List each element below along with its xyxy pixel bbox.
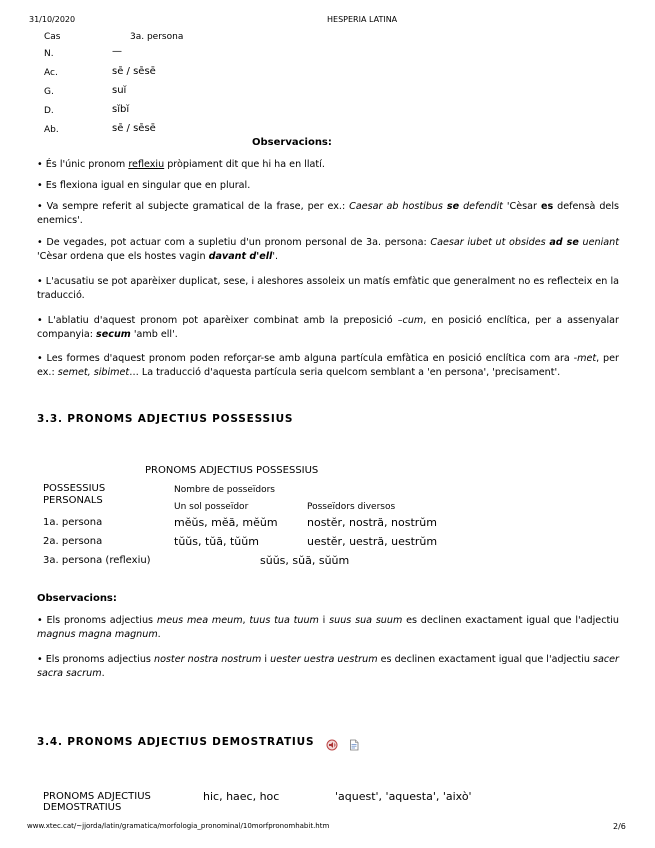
reflexiu-link[interactable]: reflexiu bbox=[128, 159, 165, 170]
latin-example: suus sua suum bbox=[329, 615, 403, 626]
person-label: 2a. persona bbox=[43, 536, 103, 547]
speaker-icon[interactable] bbox=[326, 736, 338, 748]
text: L'acusatiu se pot aparèixer duplicat, sese, i aleshores assoleix un matís emfàtic que generalment no es reflecteix en la traducció. bbox=[37, 276, 619, 301]
row-header: POSSESSIUS bbox=[43, 483, 106, 494]
text: i bbox=[318, 615, 330, 626]
section-title: 3.4. PRONOMS ADJECTIUS DEMOSTRATIUS bbox=[37, 736, 315, 748]
multiple-possessor-forms: nostĕr, nostră, nostrŭm bbox=[307, 516, 437, 529]
observation-item: • L'ablatiu d'aquest pronom pot aparèixer combinat amb la preposició –cum, en posició enclítica, per a assenyalar companyia: secum 'amb ell'. bbox=[37, 315, 619, 340]
latin-example: -met bbox=[573, 353, 597, 364]
text: Els pronoms adjectius bbox=[46, 615, 157, 626]
text: '. bbox=[272, 251, 279, 262]
reflexive-possessive-forms: sŭŭs, sŭă, sŭŭm bbox=[260, 554, 350, 567]
latin-example: ueniant bbox=[578, 237, 619, 248]
text: 'Cèsar ordena que els hostes vagin bbox=[37, 251, 209, 262]
observation-item: • Va sempre referit al subjecte gramatical de la frase, per ex.: Caesar ab hostibus se defendit 'Cèsar es defensà dels enemics'. bbox=[37, 201, 619, 226]
demonstrative-forms: hic, haec, hoc bbox=[203, 790, 280, 803]
text: Les formes d'aquest pronom poden reforçar-se amb alguna partícula emfàtica en posició enclítica com ara bbox=[46, 353, 574, 364]
translation-emphasis: es bbox=[540, 201, 554, 212]
latin-example: meus mea meum bbox=[156, 615, 243, 626]
text: Es flexiona igual en singular que en plural. bbox=[45, 180, 251, 191]
page-url: www.xtec.cat/~jjorda/latin/gramatica/morfologia_pronominal/10morfpronomhabit.htm bbox=[27, 822, 330, 830]
observation-item: • Les formes d'aquest pronom poden reforçar-se amb alguna partícula emfàtica en posició enclítica com ara -met, per ex.: semet, sibimet… La traducció d'aquesta partícula seria quelcom semblant a 'en persona', 'precisament'. bbox=[37, 353, 619, 378]
text: És l'únic pronom bbox=[45, 159, 129, 170]
text: , en posició enclítica, per a assenyalar companyia: bbox=[37, 315, 619, 340]
translation-emphasis: davant d'ell bbox=[208, 251, 273, 262]
latin-emphasis: ad se bbox=[549, 237, 579, 248]
latin-example: magnus magna magnum bbox=[37, 629, 158, 640]
observation-item: • Els pronoms adjectius meus mea meum, tuus tua tuum i suus sua suum es declinen exactament igual que l'adjectiu magnus magna magnum. bbox=[37, 615, 619, 640]
text: Els pronoms adjectius bbox=[45, 654, 154, 665]
table-title: PRONOMS ADJECTIUS POSSESSIUS bbox=[145, 465, 319, 476]
case-label: D. bbox=[44, 106, 54, 116]
demonstrative-translation: 'aquest', 'aquesta', 'això' bbox=[335, 790, 472, 803]
section-heading-row bbox=[37, 736, 360, 748]
print-date: 31/10/2020 bbox=[29, 15, 76, 24]
latin-emphasis: secum bbox=[96, 329, 131, 340]
text: 'Cèsar bbox=[502, 201, 541, 212]
text: , per ex.: bbox=[37, 353, 619, 378]
latin-emphasis: se bbox=[446, 201, 460, 212]
group-header: Nombre de posseïdors bbox=[174, 485, 275, 495]
latin-example: tuus tua tuum bbox=[249, 615, 319, 626]
column-header: Un sol posseïdor bbox=[174, 502, 249, 512]
row-label: DEMOSTRATIUS bbox=[43, 802, 122, 813]
text: . bbox=[101, 668, 105, 679]
case-col-header: Cas bbox=[44, 32, 61, 42]
case-form: — bbox=[112, 46, 122, 57]
section-title: 3.3. PRONOMS ADJECTIUS POSSESSIUS bbox=[37, 413, 294, 425]
document-icon[interactable] bbox=[348, 736, 360, 748]
case-label: N. bbox=[44, 49, 54, 59]
text: L'ablatiu d'aquest pronom pot aparèixer combinat amb la preposició bbox=[47, 315, 398, 326]
case-form: suĭ bbox=[112, 85, 127, 96]
text: , bbox=[242, 615, 250, 626]
text: Va sempre referit al subjecte gramatical de la frase, per ex.: bbox=[46, 201, 350, 212]
text: 'amb ell'. bbox=[130, 329, 178, 340]
case-form: sē / sēsē bbox=[112, 123, 156, 134]
observation-item: • És l'únic pronom reflexiu pròpiament dit que hi ha en llatí. bbox=[37, 159, 325, 170]
observations-heading: Observacions: bbox=[252, 137, 332, 148]
latin-example: Caesar iubet ut obsides bbox=[430, 237, 550, 248]
latin-example: Caesar ab hostibus bbox=[349, 201, 447, 212]
multiple-possessor-forms: uestĕr, uestră, uestrŭm bbox=[307, 535, 438, 548]
latin-example: noster nostra nostrum bbox=[153, 654, 262, 665]
latin-example: –cum bbox=[397, 315, 424, 326]
observation-item: • Es flexiona igual en singular que en plural. bbox=[37, 180, 251, 191]
latin-example: defendit bbox=[459, 201, 503, 212]
latin-example: sacer sacra sacrum bbox=[37, 654, 619, 679]
text: pròpiament dit que hi ha en llatí. bbox=[164, 159, 325, 170]
text: defensà dels enemics'. bbox=[37, 201, 619, 226]
text: es declinen exactament igual que l'adjectiu bbox=[377, 654, 593, 665]
person-label: 3a. persona (reflexiu) bbox=[43, 555, 151, 566]
page-header-title: HESPERIA LATINA bbox=[327, 15, 398, 24]
observation-item: • L'acusatiu se pot aparèixer duplicat, sese, i aleshores assoleix un matís emfàtic que generalment no es reflecteix en la traducció. bbox=[37, 276, 619, 301]
observation-item: • Els pronoms adjectius noster nostra nostrum i uester uestra uestrum es declinen exactament igual que l'adjectiu sacer sacra sacrum. bbox=[37, 654, 619, 679]
case-label: G. bbox=[44, 87, 54, 97]
text: De vegades, pot actuar com a supletiu d'un pronom personal de 3a. persona: bbox=[46, 237, 431, 248]
text: i bbox=[261, 654, 271, 665]
person-label: 1a. persona bbox=[43, 517, 103, 528]
observations-heading: Observacions: bbox=[37, 593, 117, 604]
row-header: PERSONALS bbox=[43, 495, 103, 506]
text: . bbox=[157, 629, 161, 640]
text: es declinen exactament igual que l'adjectiu bbox=[402, 615, 619, 626]
single-possessor-forms: tŭŭs, tŭă, tŭŭm bbox=[174, 535, 259, 548]
text: … La traducció d'aquesta partícula seria quelcom semblant a 'en persona', 'precisament'. bbox=[129, 367, 561, 378]
latin-example: semet, sibimet bbox=[57, 367, 130, 378]
page-number: 2/6 bbox=[613, 822, 626, 831]
row-label: PRONOMS ADJECTIUS bbox=[43, 791, 151, 802]
observation-item: • De vegades, pot actuar com a supletiu d'un pronom personal de 3a. persona: Caesar iubet ut obsides ad se ueniant 'Cèsar ordena que els hostes vagin davant d'ell'. bbox=[37, 237, 619, 262]
case-label: Ac. bbox=[44, 68, 58, 78]
latin-example: uester uestra uestrum bbox=[270, 654, 378, 665]
person-col-header: 3a. persona bbox=[130, 32, 184, 42]
case-label: Ab. bbox=[44, 125, 59, 135]
case-form: sē / sēsē bbox=[112, 66, 156, 77]
single-possessor-forms: mĕŭs, mĕă, mĕŭm bbox=[174, 516, 278, 529]
column-header: Posseïdors diversos bbox=[307, 502, 396, 512]
case-form: sĭbĭ bbox=[112, 104, 130, 115]
